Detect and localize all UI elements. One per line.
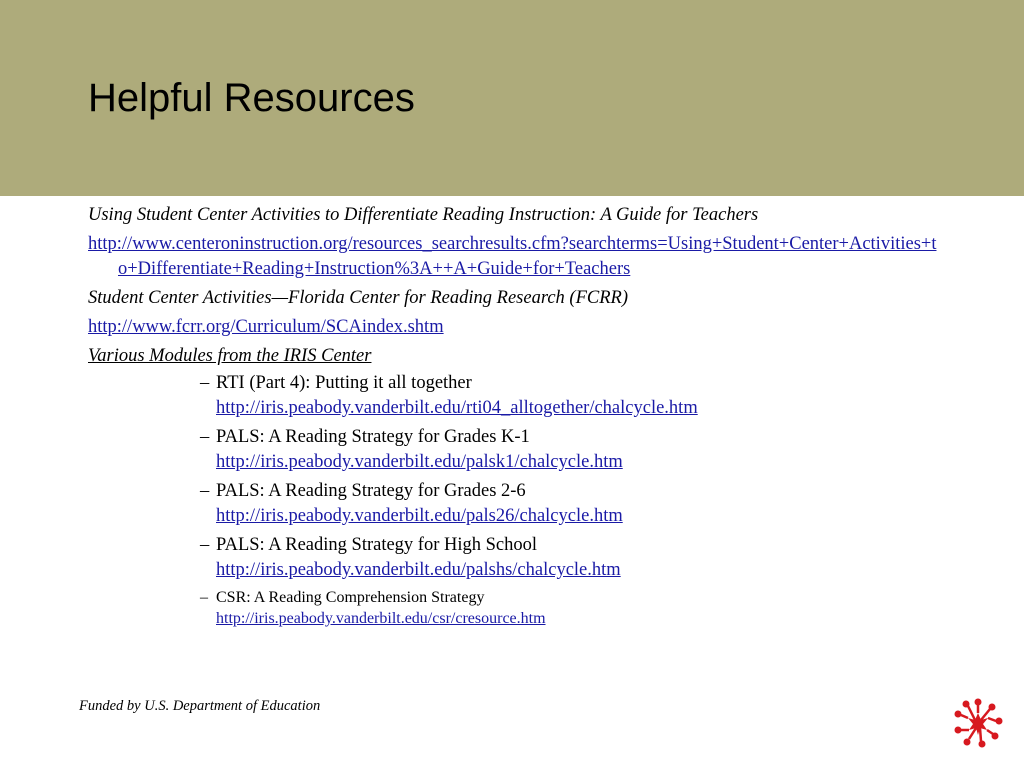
- guide-link[interactable]: http://www.centeroninstruction.org/resources_searchresults.cfm?searchterms=Using+Student+Center+Activities+to+Differentiate+Reading+Instruction%3A++A+Guide+for+Teachers: [88, 234, 937, 279]
- module-link[interactable]: http://iris.peabody.vanderbilt.edu/rti04_alltogether/chalcycle.htm: [216, 398, 698, 418]
- module-item: [200, 587, 938, 629]
- module-title: CSR: A Reading Comprehension Strategy: [216, 589, 485, 606]
- module-title: PALS: A Reading Strategy for Grades K-1: [216, 427, 530, 447]
- module-title: PALS: A Reading Strategy for High School: [216, 535, 538, 555]
- guide-link-paragraph: [88, 232, 938, 282]
- module-link[interactable]: http://iris.peabody.vanderbilt.edu/pals26/chalcycle.htm: [216, 506, 623, 526]
- module-link[interactable]: http://iris.peabody.vanderbilt.edu/palshs/chalcycle.htm: [216, 560, 621, 580]
- module-title: PALS: A Reading Strategy for Grades 2-6: [216, 481, 526, 501]
- list-dash: –: [200, 481, 210, 501]
- fcrr-link[interactable]: http://www.fcrr.org/Curriculum/SCAindex.shtm: [88, 317, 444, 337]
- list-dash: –: [200, 427, 210, 447]
- iris-module-list: [88, 371, 938, 629]
- list-dash: –: [200, 589, 208, 606]
- red-starburst-logo-icon: [952, 697, 1004, 749]
- module-item: [200, 425, 938, 475]
- list-dash: –: [200, 373, 210, 393]
- resources-list: [88, 203, 938, 633]
- fcrr-title: Student Center Activities—Florida Center for Reading Research (FCRR): [88, 288, 628, 308]
- module-title: RTI (Part 4): Putting it all together: [216, 373, 472, 393]
- module-link[interactable]: http://iris.peabody.vanderbilt.edu/csr/cresource.htm: [216, 610, 546, 627]
- module-item: [200, 479, 938, 529]
- module-item: [200, 371, 938, 421]
- slide-title: Helpful Resources: [88, 76, 415, 120]
- iris-heading[interactable]: Various Modules from the IRIS Center: [88, 346, 372, 366]
- funding-note: Funded by U.S. Department of Education: [79, 698, 321, 714]
- list-dash: –: [200, 535, 210, 555]
- header-band: [0, 0, 1024, 196]
- fcrr-link-paragraph: [88, 315, 938, 340]
- module-item: [200, 533, 938, 583]
- guide-title: Using Student Center Activities to Differentiate Reading Instruction: A Guide for Teachers: [88, 205, 759, 225]
- module-link[interactable]: http://iris.peabody.vanderbilt.edu/palsk1/chalcycle.htm: [216, 452, 623, 472]
